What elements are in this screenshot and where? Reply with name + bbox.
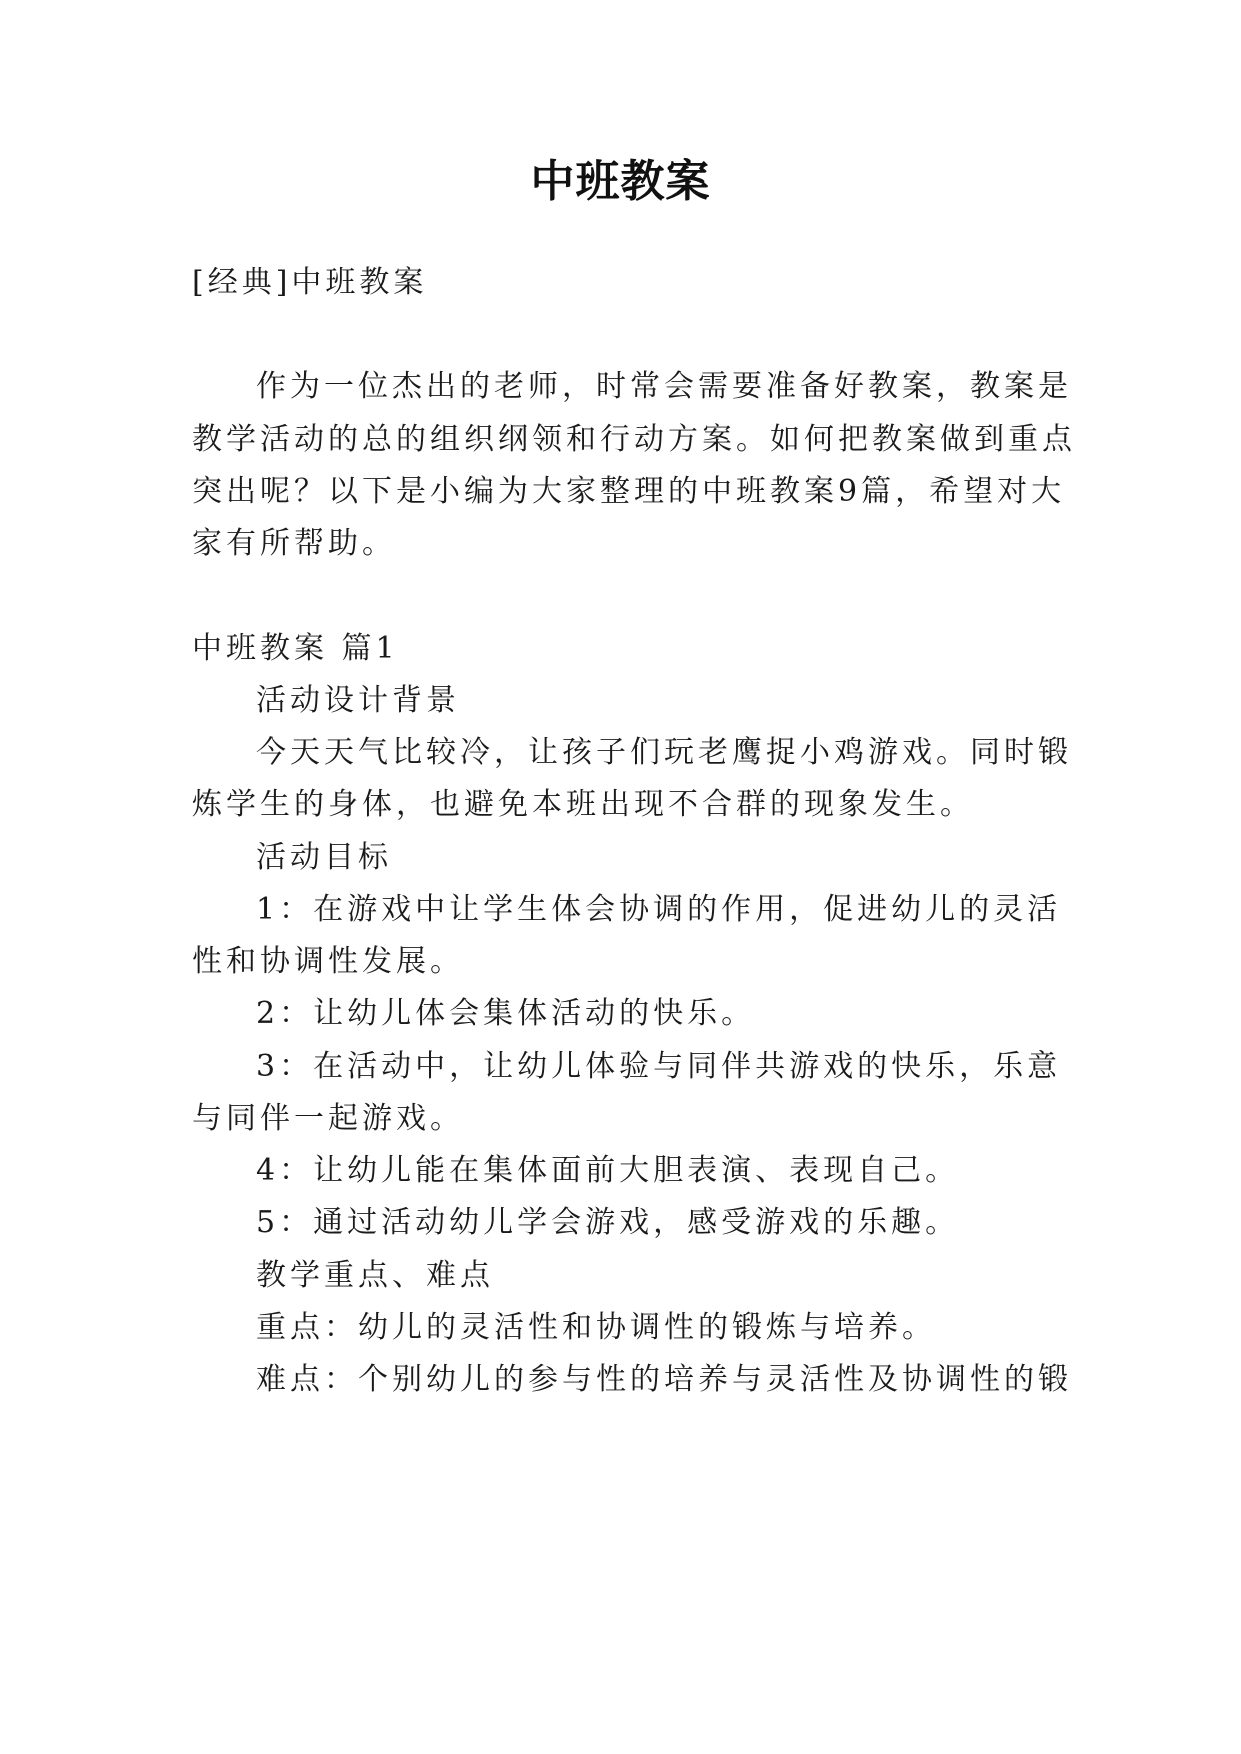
- section-line: 性和协调性发展。: [192, 944, 464, 979]
- section-line: 1：在游戏中让学生体会协调的作用，促进幼儿的灵活: [256, 892, 1062, 927]
- section-line: 3：在活动中，让幼儿体验与同伴共游戏的快乐，乐意: [256, 1049, 1062, 1084]
- section-line: 难点：个别幼儿的参与性的培养与灵活性及协调性的锻: [256, 1362, 1072, 1397]
- intro-line-4: 家有所帮助。: [192, 526, 396, 561]
- intro-line-3: 突出呢？以下是小编为大家整理的中班教案9篇，希望对大: [192, 474, 1066, 509]
- section-line: 炼学生的身体，也避免本班出现不合群的现象发生。: [192, 787, 974, 822]
- section-heading: 中班教案 篇1: [192, 631, 399, 666]
- section-line: 5：通过活动幼儿学会游戏，感受游戏的乐趣。: [256, 1205, 960, 1240]
- section-line: 教学重点、难点: [256, 1258, 494, 1293]
- section-line: 4：让幼儿能在集体面前大胆表演、表现自己。: [256, 1153, 960, 1188]
- page-title: 中班教案: [530, 156, 711, 207]
- section-line: 2：让幼儿体会集体活动的快乐。: [256, 996, 756, 1031]
- section-line: 今天天气比较冷，让孩子们玩老鹰捉小鸡游戏。同时锻: [256, 735, 1072, 770]
- section-line: 与同伴一起游戏。: [192, 1101, 464, 1136]
- section-line: 重点：幼儿的灵活性和协调性的锻炼与培养。: [256, 1310, 936, 1345]
- subtitle: [经典]中班教案: [192, 265, 428, 300]
- intro-line-2: 教学活动的总的组织纲领和行动方案。如何把教案做到重点: [192, 422, 1076, 457]
- intro-line-1: 作为一位杰出的老师，时常会需要准备好教案，教案是: [256, 369, 1072, 404]
- section-line: 活动目标: [256, 840, 392, 875]
- section-line: 活动设计背景: [256, 683, 460, 718]
